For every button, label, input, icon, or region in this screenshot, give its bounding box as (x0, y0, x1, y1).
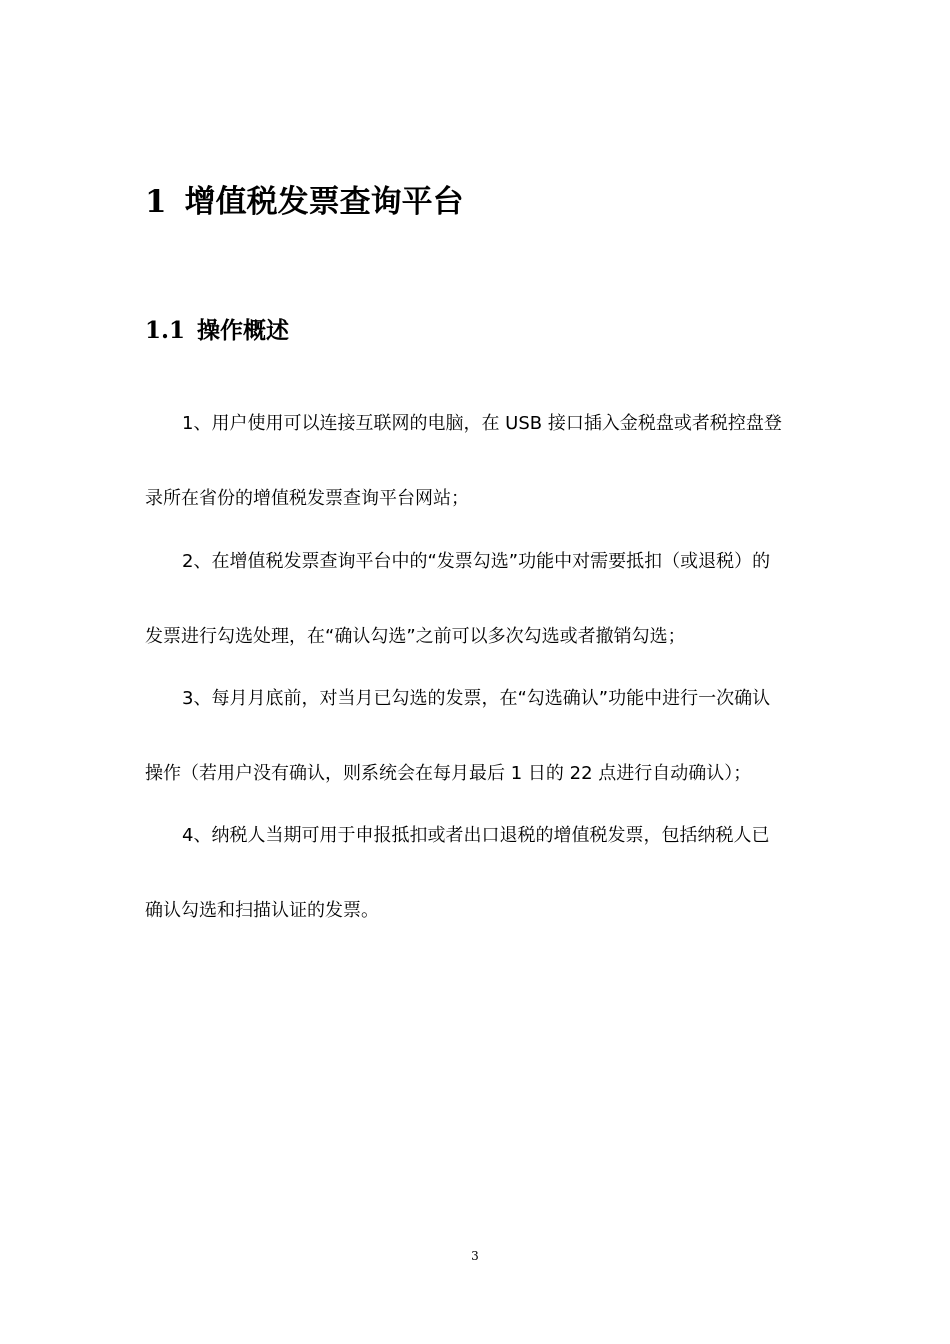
paragraph-line: 确认勾选和扫描认证的发票。 (145, 900, 379, 921)
paragraph-line: 4、纳税人当期可用于申报抵扣或者出口退税的增值税发票，包括纳税人已 (182, 825, 770, 846)
paragraph-2 (145, 546, 807, 653)
heading-1 (145, 180, 845, 224)
page-number: 3 (471, 1249, 479, 1263)
paragraph-line: 操作（若用户没有确认，则系统会在每月最后 1 日的 22 点进行自动确认）； (145, 763, 752, 784)
heading-2 (145, 314, 845, 348)
paragraph-line: 2、在增值税发票查询平台中的“发票勾选”功能中对需要抵扣（或退税）的 (182, 551, 771, 572)
heading-1-text: 增值税发票查询平台 (184, 184, 464, 220)
paragraph-line: 发票进行勾选处理，在“确认勾选”之前可以多次勾选或者撤销勾选； (145, 626, 686, 647)
paragraph-line: 3、每月月底前，对当月已勾选的发票，在“勾选确认”功能中进行一次确认 (182, 688, 771, 709)
heading-2-text: 操作概述 (197, 317, 290, 344)
paragraph-line: 录所在省份的增值税发票查询平台网站； (145, 488, 469, 509)
paragraph-1 (145, 408, 807, 515)
paragraph-line: 1、用户使用可以连接互联网的电脑，在 USB 接口插入金税盘或者税控盘登 (182, 413, 782, 434)
heading-2-number: 1.1 (145, 317, 186, 344)
paragraph-3 (145, 683, 807, 790)
heading-1-number: 1 (145, 184, 167, 220)
paragraph-4 (145, 820, 807, 927)
